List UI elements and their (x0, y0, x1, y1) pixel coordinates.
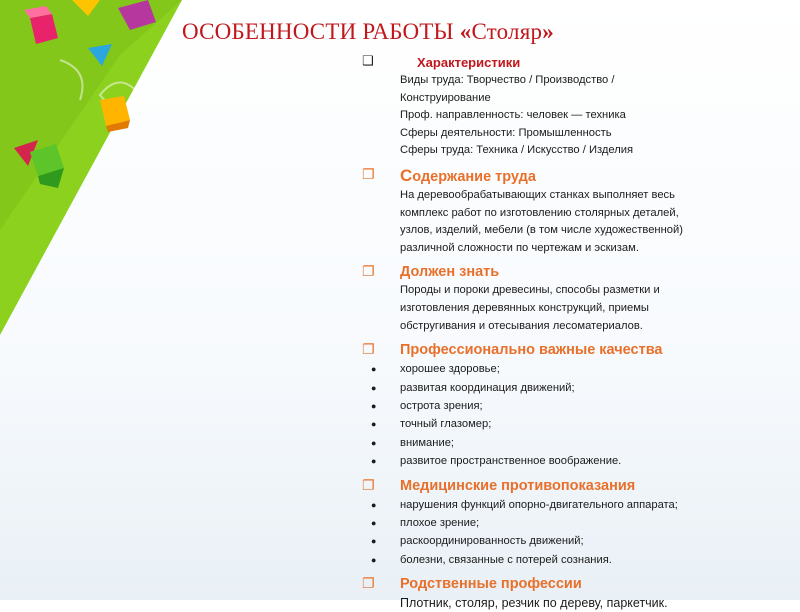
checkbox-bullet-icon: ❑ (362, 54, 374, 69)
must-know-body (362, 282, 792, 335)
checkbox-bullet-icon: ❐ (362, 477, 375, 494)
page-title (182, 19, 554, 45)
bullet-dot-icon: ● (371, 419, 377, 430)
related-professions-text: Плотник, столяр, резчик по дереву, паркетчик. (400, 596, 668, 611)
list-item (362, 360, 792, 378)
list-item (362, 434, 792, 452)
characteristics-body (362, 72, 792, 160)
must-know-heading (362, 263, 792, 282)
characteristics-line: Проф. направленность: человек — техника (400, 109, 626, 122)
content-of-work-line: На деревообрабатывающих станках выполняет весь (400, 188, 675, 201)
bullet-dot-icon: ● (371, 382, 377, 393)
qualities-list (362, 360, 792, 470)
checkbox-bullet-icon: ❐ (362, 264, 375, 281)
checkbox-bullet-icon: ❐ (362, 342, 375, 359)
title-open-quote: « (459, 19, 472, 44)
bullet-dot-icon: ● (371, 400, 377, 411)
characteristics-line: Сферы деятельности: Промышленность (400, 126, 612, 139)
list-item-text: развитая координация движений; (400, 381, 575, 394)
bullet-dot-icon: ● (371, 456, 377, 467)
content-of-work-heading-initial: С (400, 165, 413, 185)
qualities-heading (362, 341, 792, 360)
list-item (362, 452, 792, 470)
content-of-work-heading (362, 166, 792, 187)
content-of-work-line: различной сложности по чертежам и эскизам. (400, 241, 639, 254)
characteristics-heading (362, 53, 792, 72)
checkbox-bullet-icon: ❐ (362, 576, 375, 593)
title-main: ОСОБЕННОСТИ РАБОТЫ (182, 19, 460, 44)
checkbox-bullet-icon: ❐ (362, 166, 375, 183)
related-heading (362, 575, 792, 594)
list-item-text: развитое пространственное воображение. (400, 455, 622, 468)
list-item-text: нарушения функций опорно-двигательного аппарата; (400, 498, 678, 511)
content-of-work-line: комплекс работ по изготовлению столярных деталей, (400, 206, 679, 219)
title-close-quote: » (542, 19, 554, 44)
contraindications-heading-text: Медицинские противопоказания (400, 477, 636, 494)
section-related-professions (362, 575, 792, 612)
section-contraindications (362, 477, 792, 570)
contraindications-heading (362, 477, 792, 496)
section-must-know (362, 263, 792, 335)
related-body (362, 594, 792, 612)
list-item (362, 551, 792, 569)
must-know-line: Породы и пороки древесины, способы разметки и (400, 284, 660, 297)
characteristics-line: Виды труда: Творчество / Производство / (400, 74, 615, 86)
content-area (362, 53, 792, 612)
list-item (362, 379, 792, 397)
list-item-text: раскоординированность движений; (400, 535, 584, 548)
characteristics-line: Сферы труда: Техника / Искусство / Изделия (400, 144, 634, 157)
content-of-work-body (362, 187, 792, 257)
must-know-line: изготовления деревянных конструкций, приемы (400, 301, 649, 314)
bullet-dot-icon: ● (371, 499, 377, 510)
list-item (362, 415, 792, 433)
list-item-text: точный глазомер; (400, 418, 492, 431)
bullet-dot-icon: ● (371, 536, 377, 547)
list-item-text: плохое зрение; (400, 516, 480, 529)
bullet-dot-icon: ● (371, 517, 377, 528)
list-item-text: болезни, связанные с потерей сознания. (400, 553, 612, 566)
characteristics-heading-text: Характеристики (417, 55, 521, 70)
section-qualities (362, 341, 792, 470)
list-item-text: острота зрения; (400, 399, 483, 412)
must-know-line: обстругивания и отесывания лесоматериалов. (400, 319, 643, 332)
list-item (362, 496, 792, 514)
list-item-text: хорошее здоровье; (400, 363, 500, 376)
contraindications-list (362, 496, 792, 570)
characteristics-line: Конструирование (400, 91, 491, 104)
section-content-of-work (362, 166, 792, 257)
list-item (362, 397, 792, 415)
bullet-dot-icon: ● (371, 364, 377, 375)
content-of-work-heading-text: одержание труда (412, 168, 536, 185)
content-of-work-line: узлов, изделий, мебели (в том числе художественной) (400, 224, 683, 237)
qualities-heading-text: Профессионально важные качества (400, 342, 663, 359)
related-heading-text: Родственные профессии (400, 576, 582, 593)
section-characteristics (362, 53, 792, 160)
must-know-heading-text: Должен знать (400, 264, 500, 281)
bullet-dot-icon: ● (371, 437, 377, 448)
list-item (362, 532, 792, 550)
list-item (362, 514, 792, 532)
bullet-dot-icon: ● (371, 554, 377, 565)
title-profession: Столяр (471, 19, 543, 44)
list-item-text: внимание; (400, 436, 455, 449)
